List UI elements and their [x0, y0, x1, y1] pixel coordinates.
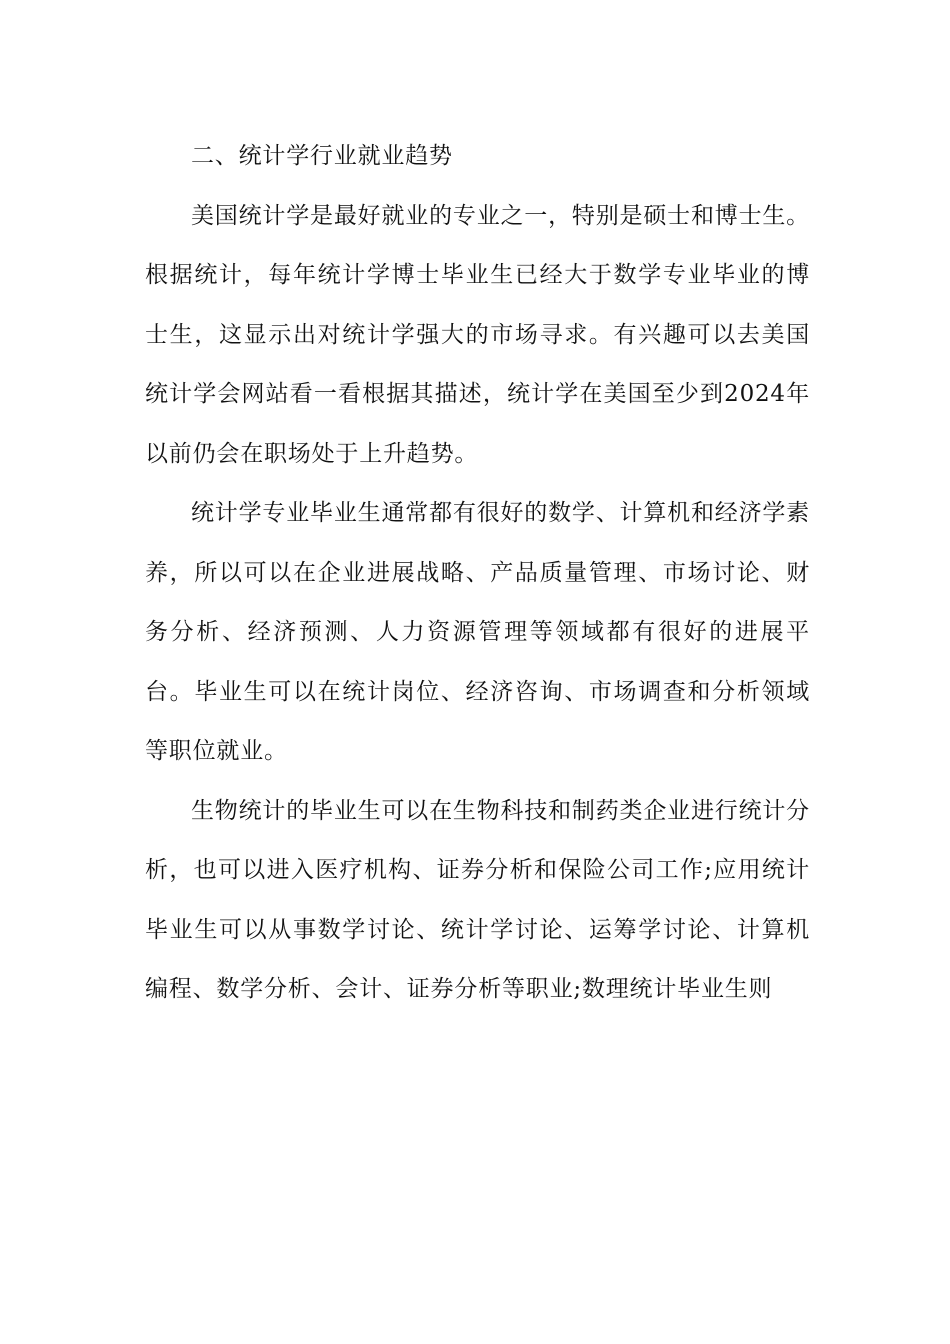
- paragraph-us-employment: 美国统计学是最好就业的专业之一，特别是硕士和博士生。根据统计，每年统计学博士毕业生已经大于数学专业毕业的博士生，这显示出对统计学强大的市场寻求。有兴趣可以去美国统计学会网站看一看根据其描述，统计学在美国至少到2024年以前仍会在职场处于上升趋势。: [145, 202, 810, 467]
- paragraph-graduate-skills: 统计学专业毕业生通常都有很好的数学、计算机和经济学素养，所以可以在企业进展战略、产品质量管理、市场讨论、财务分析、经济预测、人力资源管理等领域都有很好的进展平台。毕业生可以在统计岗位、经济咨询、市场调查和分析领域等职位就业。: [145, 500, 810, 764]
- section-heading: 二、统计学行业就业趋势: [191, 143, 453, 169]
- paragraph-specializations: 生物统计的毕业生可以在生物科技和制药类企业进行统计分析，也可以进入医疗机构、证券分析和保险公司工作;应用统计毕业生可以从事数学讨论、统计学讨论、运筹学讨论、计算机编程、数学分析、会计、证券分析等职业;数理统计毕业生则: [145, 797, 810, 1002]
- document-body: [145, 127, 810, 1020]
